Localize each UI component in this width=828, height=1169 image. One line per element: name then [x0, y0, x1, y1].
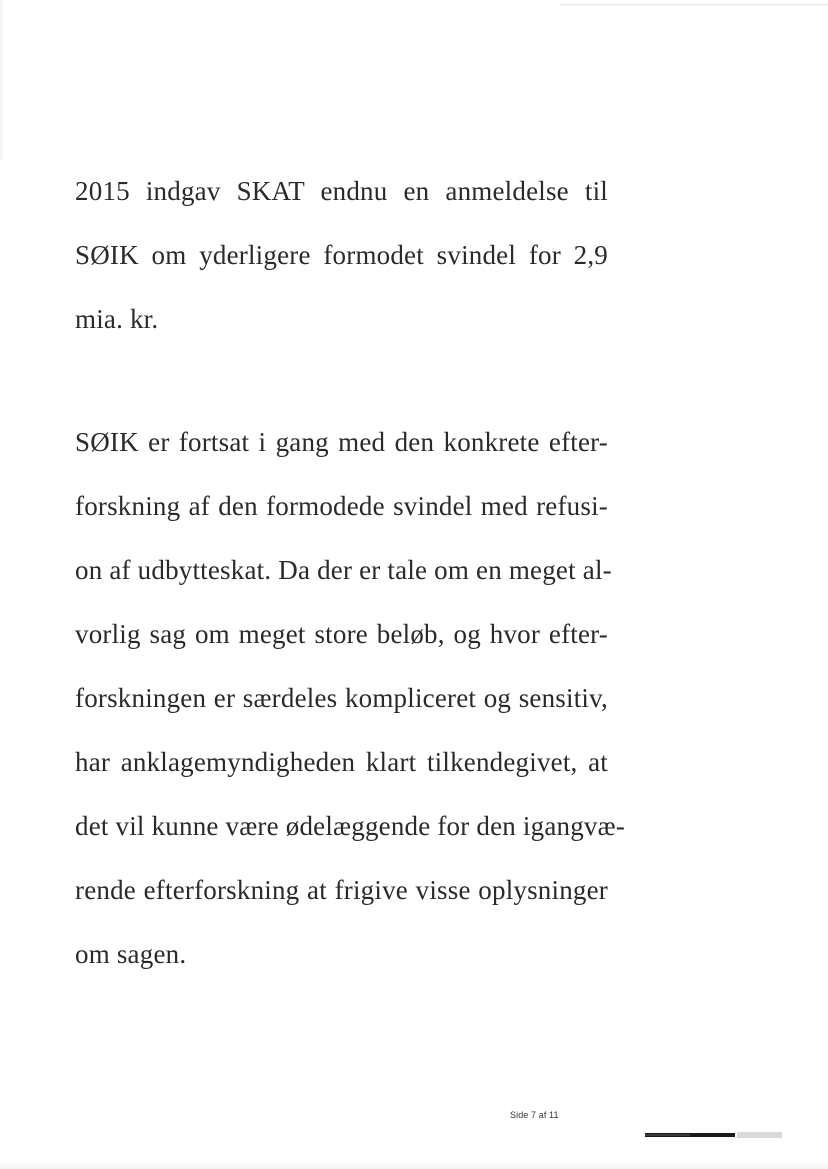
paragraph-2-line: on af udbytteskat. Da der er tale om en meget al-: [75, 555, 612, 585]
paragraph-2-line: forskning af den formodede svindel med refusi-: [75, 491, 608, 521]
paragraph-1-line: SØIK om yderligere formodet svindel for 2,9: [75, 240, 608, 270]
footer-rule-light: [737, 1132, 782, 1138]
paragraph-2-line: det vil kunne være ødelæggende for den igangvæ-: [75, 811, 626, 841]
paragraph-2-line: har anklagemyndigheden klart tilkendegivet, at: [75, 747, 608, 777]
paragraph-2-line: om sagen.: [75, 939, 187, 969]
paragraph-2: [75, 410, 626, 986]
paragraph-2-line: forskningen er særdeles kompliceret og sensitiv,: [75, 683, 608, 713]
footer-rule-thin: [645, 1134, 690, 1136]
paragraph-1: [75, 159, 608, 351]
page-number: Side 7 af 11: [510, 1110, 559, 1120]
paragraph-1-line: mia. kr.: [75, 304, 159, 334]
paragraph-2-line: rende efterforskning at frigive visse oplysninger: [75, 875, 608, 905]
scan-edge-bottom: [0, 1161, 828, 1169]
scan-edge-top: [560, 4, 828, 5]
paragraph-1-line: 2015 indgav SKAT endnu en anmeldelse til: [75, 176, 608, 206]
paragraph-2-line: SØIK er fortsat i gang med den konkrete efter-: [75, 427, 608, 457]
scan-edge-left: [0, 0, 5, 160]
paragraph-2-line: vorlig sag om meget store beløb, og hvor efter-: [75, 619, 608, 649]
